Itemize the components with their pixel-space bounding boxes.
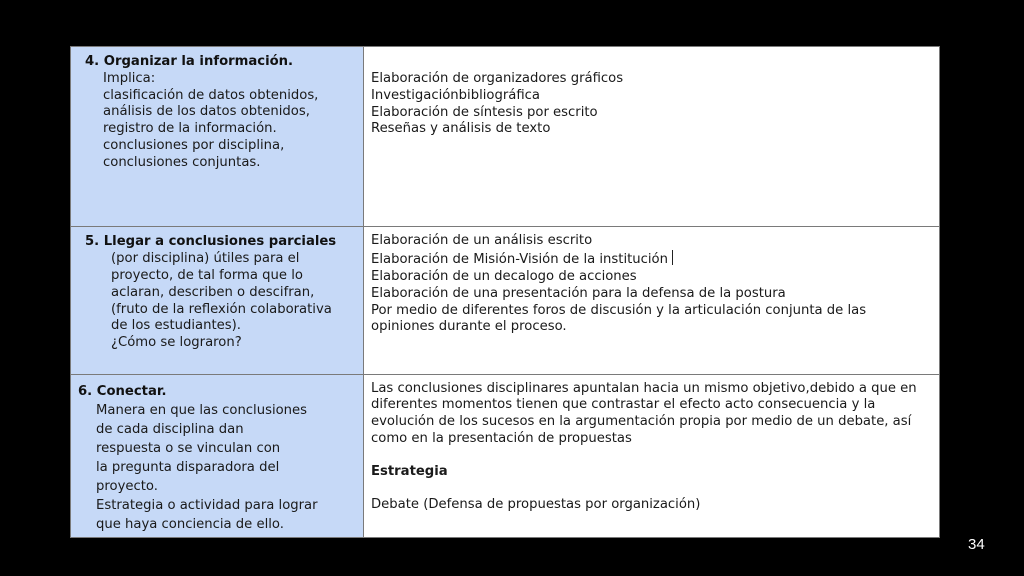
activity-line: Elaboración de una presentación para la defensa de la postura: [371, 285, 786, 301]
step-line: aclaran, describen o descifran,: [111, 284, 315, 300]
activity-line: Por medio de diferentes foros de discusión y la articulación conjunta de las: [371, 302, 867, 318]
activities-cell-conclusiones: [364, 227, 940, 374]
step-title: 5. Llegar a conclusiones parciales: [85, 234, 337, 250]
step-title: 6. Conectar.: [78, 383, 167, 399]
step-line: (por disciplina) útiles para el: [111, 251, 300, 267]
step-line: de los estudiantes).: [111, 318, 241, 334]
activity-line: Reseñas y análisis de texto: [371, 121, 551, 137]
table-row: [71, 227, 940, 374]
step-line: conclusiones conjuntas.: [103, 154, 261, 170]
table-row: [71, 47, 940, 227]
step-line: registro de la información.: [103, 121, 277, 137]
table-row: [71, 374, 940, 537]
step-cell-organizar: [71, 47, 364, 227]
step-cell-conectar: [71, 374, 364, 537]
step-line: clasificación de datos obtenidos,: [103, 87, 319, 103]
step-line: (fruto de la reflexión colaborativa: [111, 301, 332, 317]
activity-line: Investigaciónbibliográfica: [371, 87, 540, 103]
activity-line: como en la presentación de propuestas: [371, 431, 632, 447]
activity-line: Elaboración de síntesis por escrito: [371, 104, 598, 120]
activities-cell-conectar: [364, 374, 940, 537]
step-line: respuesta o se vinculan con: [96, 440, 281, 456]
step-line: que haya conciencia de ello.: [96, 516, 284, 532]
step-line: conclusiones por disciplina,: [103, 137, 285, 153]
activity-line: evolución de los sucesos en la argumentación propia por medio de un debate, así: [371, 414, 912, 430]
step-line: proyecto.: [96, 478, 158, 494]
activity-line: Las conclusiones disciplinares apuntalan hacia un mismo objetivo,debido a que en: [371, 380, 917, 396]
content-table: [70, 46, 940, 538]
step-line: Manera en que las conclusiones: [96, 402, 308, 418]
page-number: 34: [968, 536, 985, 553]
activity-line: opiniones durante el proceso.: [371, 319, 567, 335]
step-line: la pregunta disparadora del: [96, 459, 280, 475]
step-line: análisis de los datos obtenidos,: [103, 104, 310, 120]
step-title: 4. Organizar la información.: [85, 54, 294, 69]
activities-cell-organizar: [364, 47, 940, 227]
activity-line: [371, 250, 939, 269]
activity-text: Elaboración de Misión-Visión de la institución: [371, 252, 668, 268]
step-line: proyecto, de tal forma que lo: [111, 267, 303, 283]
activity-line: Elaboración de un análisis escrito: [371, 233, 593, 249]
activity-line: diferentes momentos tienen que contrastar el efecto acto consecuencia y la: [371, 397, 876, 413]
activity-line: Elaboración de organizadores gráficos: [371, 71, 624, 86]
step-line: Implica:: [103, 70, 156, 86]
strategy-value: Debate (Defensa de propuestas por organización): [371, 496, 701, 512]
step-cell-conclusiones: [71, 227, 364, 374]
step-line: ¿Cómo se lograron?: [111, 335, 242, 351]
strategy-label: Estrategia: [371, 463, 448, 479]
step-line: Estrategia o actividad para lograr: [96, 497, 318, 513]
text-cursor: [672, 250, 673, 265]
activity-line: Elaboración de un decalogo de acciones: [371, 268, 637, 284]
step-line: de cada disciplina dan: [96, 421, 244, 437]
